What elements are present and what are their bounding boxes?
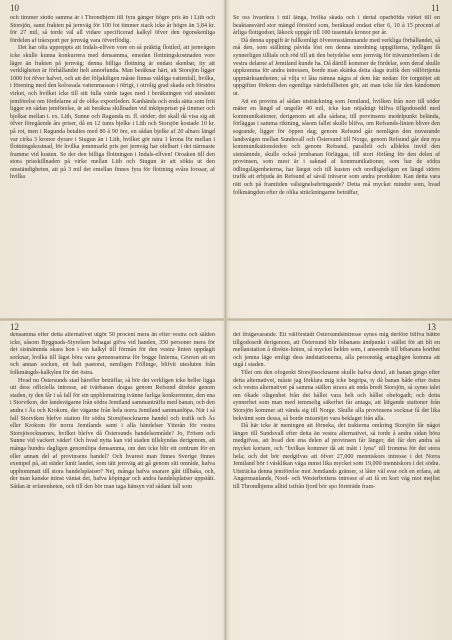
page-number-top-left: 10	[10, 3, 19, 13]
paragraph: Att en provins af sådan utsträckning som Jemtland, hvilken från norr till söder mäter en längd af ungefär 40 mil, icke kan nöjaktigt bilfva tillgodosedd med kommunikationer, derigenom att alla sådana, till provinsens medelpunkt belända, förläggas i samma riktning, såsom fallet skulle blifva, om Refsunds-linien bliver den sogrande, ligger för öppen dag; genom Refsund går nemligen den nuvarande landsvägen mellan Sundsvall och Östersund till Norge, genom Refsund går den nya kommunikationsleden och genom Refsund, parallelt och alldeles invid den sistnämnde, skulle också jernbanan förläggas, till stort förfång för den delen af provinsen, som mest är i saknad af kommunikationer, som har de södra ödlingslägenheterna, har längst och till kusten och oredligkeligen en längd större trafik att erbjuda än Refsund af såväl trävaror som andra produkter. Kan detta vara rätt och på framtiden välsignelsebringande? Detta må mycket mindre som, hvad folkmängden efter de olika sträckningarne beträffar,	[233, 98, 440, 196]
paragraph: Då denna uppgift är fullkomligt öfverensstämmande med verkliga förhållandet, så må den, som ställning påvida löst om denna utredning uppgifterna, tydligen få synnerligen tilltals och röd till att den betydelse som jernväg för trävarurörelsen i de vestra delarne af Jemtland kunde ha. Då därtill kommer de fördelar, som deraf skulle uppkomma för andra intressen, borde man skänka detta slags trafik den välförtjenta uppmärksamheten; så vilja vi låta nämna några af dem här nedan: för torgnöjet att uppgiften förkom den egentliga värdefullheten gör, att man icke får den kändomen ut.	[233, 37, 440, 97]
page-number-bottom-left: 12	[10, 322, 19, 332]
paragraph: Hvad nu Östersunds stad häreffer beträffar, så bör det verkligen icke heller ligga uti dess officiella intresse, att tvärbanan dragas genom Refsund direkte genom staden, ty den får i så fall för sin uppblomstring tvänne farliga konkurrenter, den ena i Storvikon, der landsvägarne från södra Jemtland sammanträffa med banan, och den andra i Äs och Krokom, der vägarne från hela norra Jemtland sammanlöpa. När i så fall Storviken blefve station för södra Storsjösocknarne handel och trafik och Äs eller Krokom för norra Jemtlands samt i alla händelser Ytterån för vestra Storsjösocknarnes, hvilket blefve då Östersunds handelsområde? Jo, Frösen och Sunne vid vackert väder! Och hvad nytta kan vid staden tillskyndas derigenom, att många hundra dagligen genomlöpa densamma, om den icke blir ett centrum för en eller annan del af provinsens handel? Och hvarest man finnes Sverige finnes exempel på, att städer lunit landet, som tätt jernväg att gå genom sitt område, hafva upphommatt till stora handelsplatser? Nej, många hafva snarare gått tillbaka, och, der man kanske minst väntat det, hafva köpingar och andra handelsplatser uppstått. Sådan är erfarenheten, och till den bör man taga hänsyn vid sådant fall som	[10, 377, 215, 490]
page-13-text	[233, 332, 440, 638]
paragraph: Då här icke är meningen att förneka, det trakterna omkring Storsjön får något längre till Sundsvall efter detta än vestra alternativet, så torde å andra sidan böra medgifvas, att hvad den ena delen af provinsen får länger, det får den andra så mycket kortare, och "hvilkas kommer då att mått i lyna" till fromma för det stora hela; och det bör medgifvas att öfver 27,000 menniskors intresse i det Norra Jemtland bör i väsklikan väga mmst lika mycket som 19,000 menniskors i det södra. Utsträcka denna jemförelse mot Jemtlands gränser, si låter väl svar och en erfara, att Angermanlands, Nord- och Westerbottens intresse af att få en kort väg mot mejlist till Throndhjems alltid istfrån fjord bör spo företräde fram-	[233, 423, 440, 490]
page-10-text	[10, 15, 215, 315]
page-12-text	[10, 332, 215, 638]
paragraph: och timmer stodo samma år i Throndhjem till fyra gånger högre pris än i Lith och Storsjön, samt frakten på jernväg för 100 fot timmer stack icke år högre än 3,84 kr. för 27 mil, så torde väl all vidare specificerad kalkyl öfver den ögonskenliga fördelen af tråexport per jernväg vara öfverflödig.	[10, 15, 215, 44]
paragraph: Se oss hvardera i mil långa, hvilka skada och i dertal oparhöfda virket till en beaktansvärd stor mängd förstörd som, beräknad endast efter 6, 10 à 15 procent af årliga flottgodset, läkock uppgår till 100 tusentals kronor per år.	[233, 15, 440, 37]
page-number-bottom-right: 13	[427, 322, 436, 332]
vertical-gutter	[224, 0, 227, 640]
paragraph: densamma efter detta alternativet utgör 50 procent mera än efter vestra och sälden icke, såsom Byggnads-Styrelsen behagat gifva vid handen, 350 personer mera för det sistnämnda skara hon i sin kalkyl till förmån för den vestra linien uppdagit socknar, hvilka till lägst böra vara gemensamma för bogge linierna, Gruven att en och annan socken, ett halt pastorat, nemligen Föllinge, blifvit utesluten från folkmängds-kalkylen för det östra.	[10, 332, 215, 376]
page-number-top-right: 11	[431, 3, 440, 13]
paragraph: det ifrågavarande. Ett välförstådt Östersundsintresse synes mig derföre blifva bättre tillgodosedt derigenom, att Östersund blir bibanans ändpunkt i stället för att bli en mellanstation å direkte-linien, så mycket heldre som, i anseende till bibanans korthet och jemna läge emligt dess ändstationerna, alla personståg antagligen komma att utgå i staden.	[233, 332, 440, 369]
paragraph: Tilet om den ofogenkt Storsjösocknarne skulle hafva deraf, att banan gingo efter detta alternativet, måste jag förklara mig icke begripa, ty då banan både efter östra och vestra alternativet på samma ställen straxs att enda bredt Storsjön, så synes talet om ökade olägenhet från det hållet vara helt och hållet obefogadt; och detta synnerhet som man med temmelig säkerhet får antaga, att läfgande stationer från Storsjön kommer att vända sig till Norge. Skulle alla provinsens socknar få det lika bekvämt som dessa, så borde missnöjet vara beklaget från alla.	[233, 369, 440, 422]
paragraph: Det har ofta uppreppts att Indals-elfven vore en så präktig flottled, att jernvägen icke skulle kunna konkurrera med densamma, emedan flottningskostnaden vore lägre än frakten på jernväg; denna billiga flottning är endast skenbar, ity att verkligheten är förhållandet helt annorlunda. Man beräknar härt, att Storsjön ligger 1000 fot öfver hafvet, och att det följaktligen måste finnas väldiga vattenfall, hvilka, i förening med den kolossala vattenmassan i öfrigt, i otrolig grad skada och förstöra virket, och hvilket icke till sitt fulla värde tages med i beräkningen vid uteslutet jemförelse om fördelarne af de olika exportleden. Kanhända och enda sätta som fritt ligger en sådan jemförelse, är att beräkna skillnaden vid inköpspriset på timmer och bjelkar mellan t. ex. Lith, Sunne och Ragunda m. fl. stöder; det skall då visa sig att öfver föregående års priser, då en 12 tums bjelke i Lith och Storsjön kostade 10 kr. på rot, men i Ragunda betaltes med 80 å 90 öre, en sådan bjelke af 20 alnars längd var cirka 3 kronor dyrare i Stugun än i Lith, hvilket gör nära 1 krona för mellan i flottningskostnad, för hvilka jemnmarkt pris per jernväg har ofelbart i det närmaste framme vid kusten. Se der den billiga flottningen i Indals-elfven! Oroaken till den stora prisskillnaden på virke mellan Lith och Stugun är att sökta ut den omständigheten, att på 3 mil det emellan finnes fyra för flottning svåra forssar, af hvilka	[10, 45, 215, 181]
page-11-text	[233, 15, 440, 315]
